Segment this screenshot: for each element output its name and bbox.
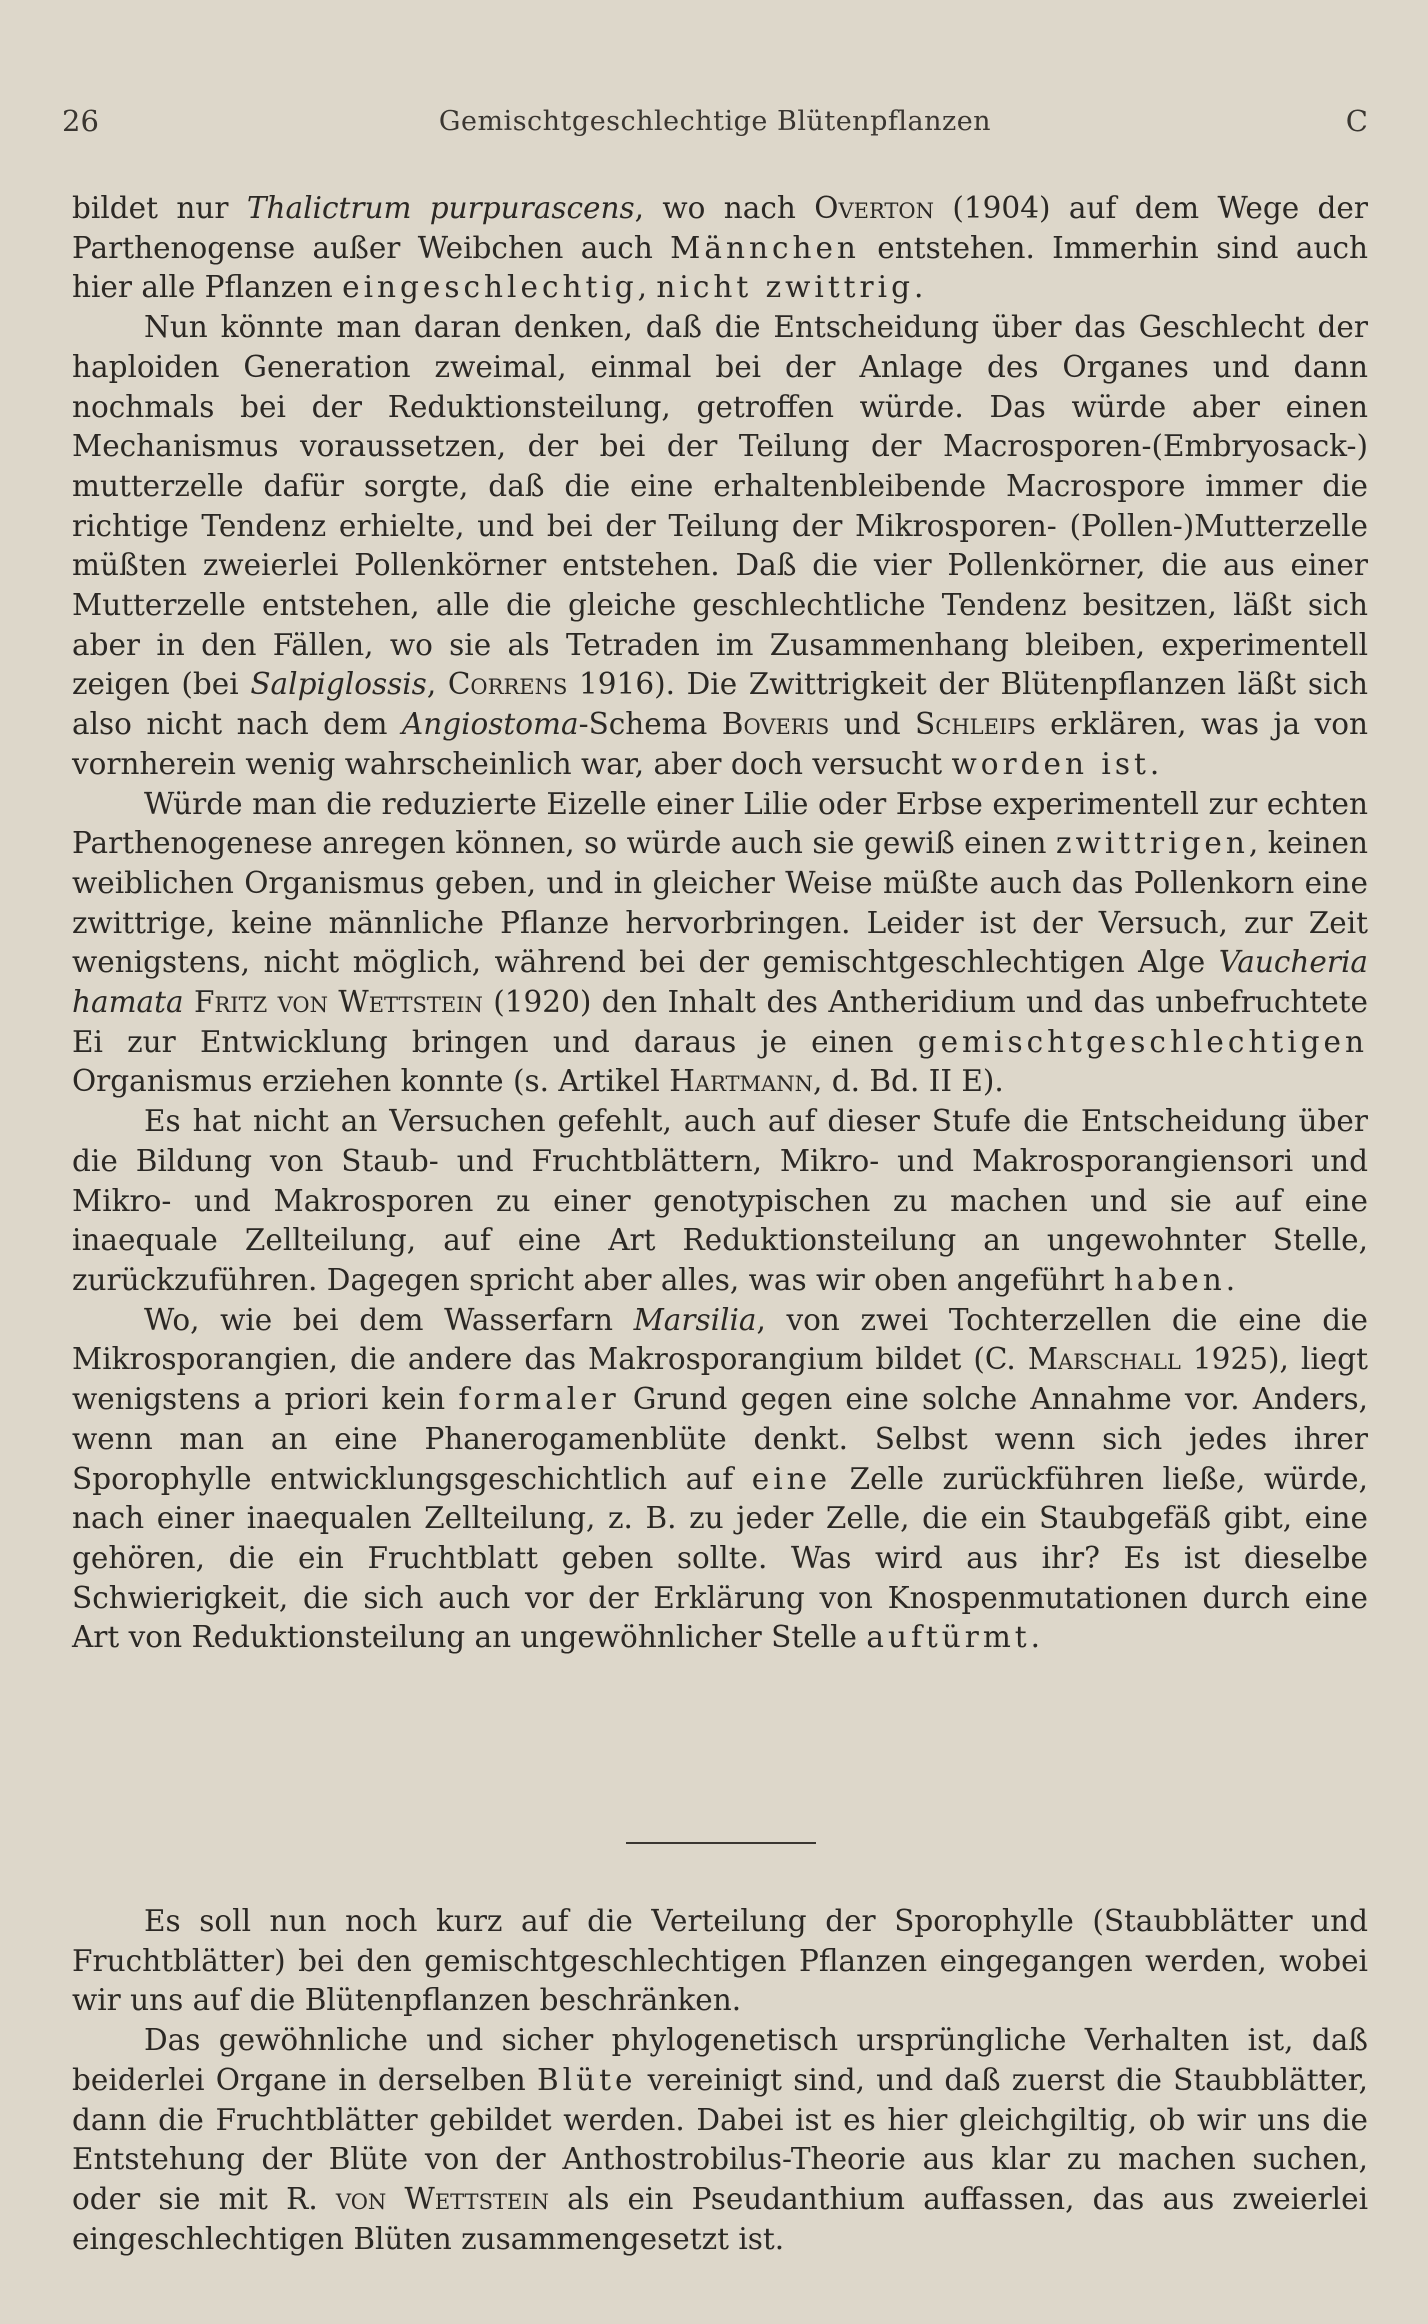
paragraph-1: bildet nur Thalictrum purpurascens, wo nach Overton (1904) auf dem Wege der Parthenogense außer Weibchen auch Männchen entstehen. Immerhin sind auch hier alle Pflanzen eingeschlechtig, nicht zwittrig. [72, 191, 1368, 305]
paragraph-5: Wo, wie bei dem Wasserfarn Marsilia, von zwei Tochterzellen die eine die Mikrosporangien, die andere das Makrosporangium bildet (C. Marschall 1925), liegt wenigstens a priori kein formaler Grund gegen eine solche Annahme vor. Anders, wenn man an eine Phanerogamenblüte denkt. Selbst wenn sich jedes ihrer Sporophylle entwicklungsgeschichtlich auf eine Zelle zurückführen ließe, würde, nach einer inaequalen Zellteilung, z. B. zu jeder Zelle, die ein Staubgefäß gibt, eine gehören, die ein Fruchtblatt geben sollte. Was wird aus ihr? Es ist dieselbe Schwierigkeit, die sich auch vor der Erklärung von Knospenmutationen durch eine Art von Reduktionsteilung an ungewöhnlicher Stelle auftürmt. [72, 1302, 1368, 1655]
paragraph-3: Würde man die reduzierte Eizelle einer Lilie oder Erbse experimentell zur echten Parthenogenese anregen können, so würde auch sie gewiß einen zwittrigen, keinen weiblichen Organismus geben, und in gleicher Weise müßte auch das Pollenkorn eine zwittrige, keine männliche Pflanze hervorbringen. Leider ist der Versuch, zur Zeit wenigstens, nicht möglich, während bei der gemischtgeschlechtigen Alge Vaucheria hamata Fritz von Wettstein (1920) den Inhalt des Antheridium und das unbefruchtete Ei zur Entwicklung bringen und daraus je einen gemischtgeschlechtigen Organismus erziehen konnte (s. Artikel Hartmann, d. Bd. II E). [72, 786, 1368, 1099]
section-letter: C [1345, 104, 1368, 138]
paragraph-2: Nun könnte man daran denken, daß die Entscheidung über das Geschlecht der haploiden Generation zweimal, einmal bei der Anlage des Organes und dann nochmals bei der Reduktionsteilung, getroffen würde. Das würde aber einen Mechanismus voraussetzen, der bei der Teilung der Macrosporen-(Embryosack-) mutterzelle dafür sorgte, daß die eine erhaltenbleibende Macrospore immer die richtige Tendenz erhielte, und bei der Teilung der Mikrosporen- (Pollen-)Mutterzelle müßten zweierlei Pollenkörner entstehen. Daß die vier Pollenkörner, die aus einer Mutterzelle entstehen, alle die gleiche geschlechtliche Tendenz besitzen, läßt sich aber in den Fällen, wo sie als Tetraden im Zusammenhang bleiben, experimentell zeigen (bei Salpiglossis, Correns 1916). Die Zwittrigkeit der Blütenpflanzen läßt sich also nicht nach dem Angiostoma-Schema Boveris und Schleips erklären, was ja von vornherein wenig wahrscheinlich war, aber doch versucht worden ist. [72, 310, 1369, 781]
closing-text [72, 1902, 1368, 2259]
main-text [72, 189, 1368, 1658]
paragraph-4: Es hat nicht an Versuchen gefehlt, auch auf dieser Stufe die Entscheidung über die Bildung von Staub- und Fruchtblättern, Mikro- und Makrosporangiensori und Mikro- und Makrosporen zu einer genotypischen zu machen und sie auf eine inaequale Zellteilung, auf eine Art Reduktionsteilung an ungewohnter Stelle, zurückzuführen. Dagegen spricht aber alles, was wir oben angeführt haben. [72, 1104, 1368, 1297]
paragraph-6: Es soll nun noch kurz auf die Verteilung der Sporophylle (Staubblätter und Fruchtblätter) bei den gemischtgeschlechtigen Pflanzen eingegangen werden, wobei wir uns auf die Blütenpflanzen beschränken. [72, 1904, 1368, 2018]
page-number: 26 [62, 104, 99, 138]
running-title: Gemischtgeschlechtige Blütenpflanzen [438, 106, 992, 137]
section-divider [626, 1842, 816, 1844]
page-header [62, 104, 1368, 144]
paragraph-7: Das gewöhnliche und sicher phylogenetisch ursprüngliche Verhalten ist, daß beiderlei Organe in derselben Blüte vereinigt sind, und daß zuerst die Staubblätter, dann die Fruchtblätter gebildet werden. Dabei ist es hier gleichgiltig, ob wir uns die Entstehung der Blüte von der Anthostrobilus-Theorie aus klar zu machen suchen, oder sie mit R. von Wettstein als ein Pseudanthium auffassen, das aus zweierlei eingeschlechtigen Blüten zusammengesetzt ist. [72, 2023, 1369, 2256]
